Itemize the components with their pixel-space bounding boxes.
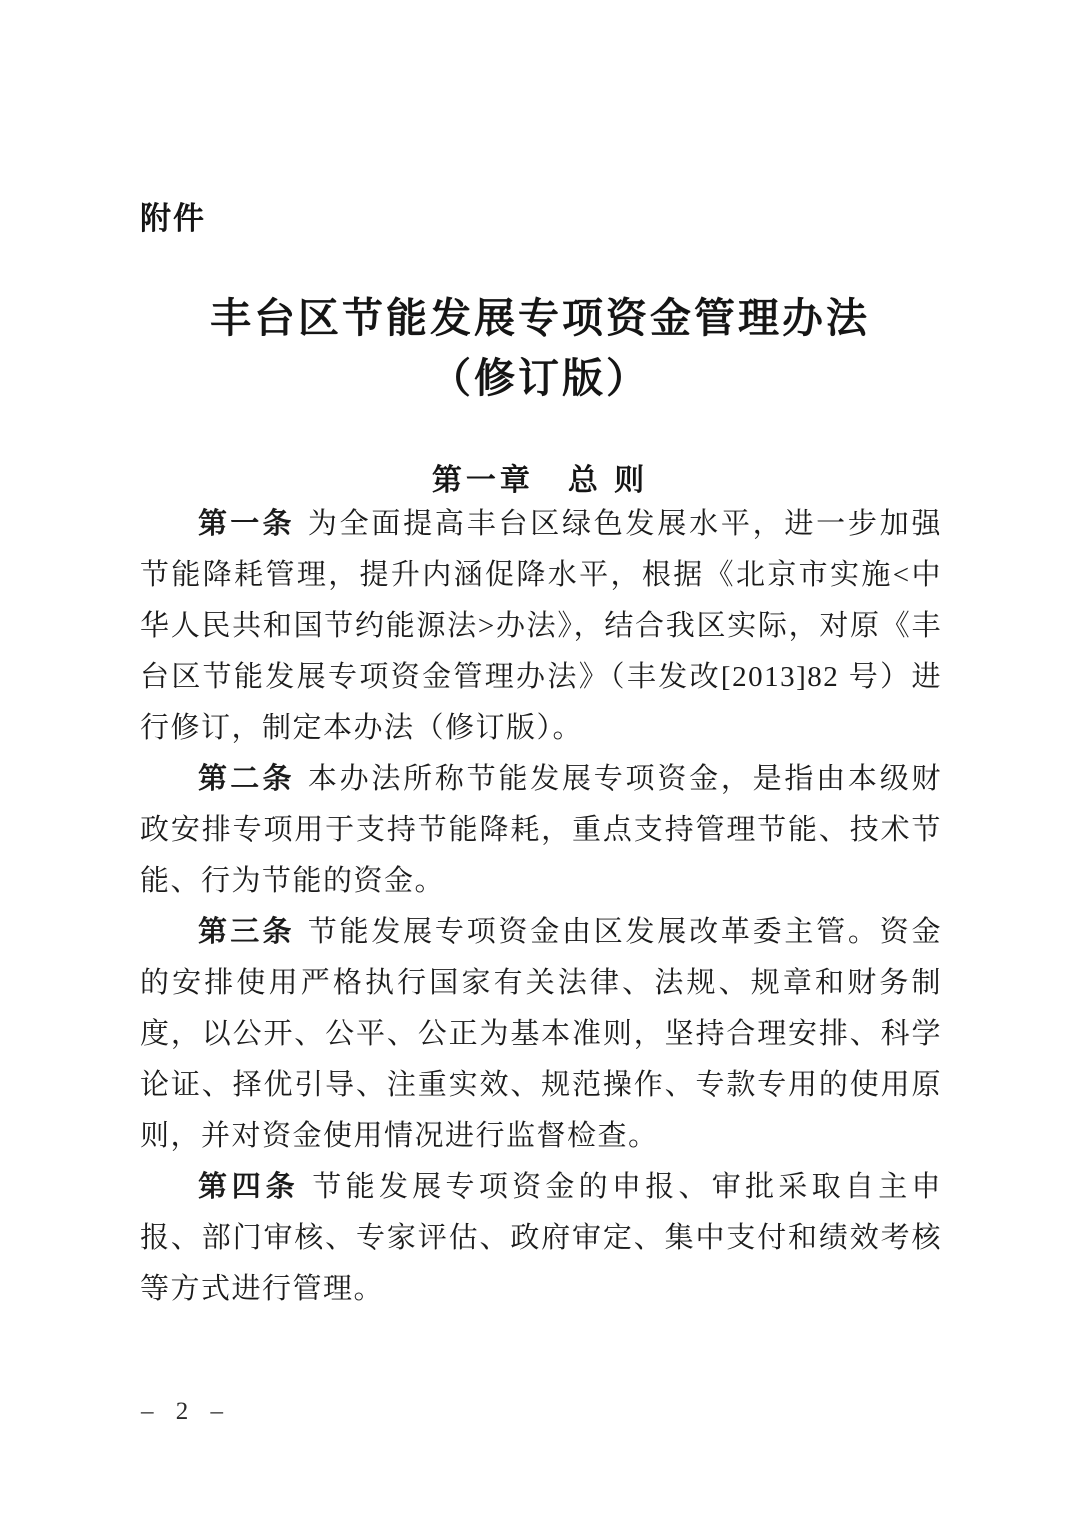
article-1-text: 为全面提高丰台区绿色发展水平，进一步加强节能降耗管理，提升内涵促降水平，根据《北京市实施<中华人民共和国节约能源法>办法》，结合我区实际，对原《丰台区节能发展专项资金管理办法》（丰发改[2013]82 号）进行修订，制定本办法（修订版）。 (140, 508, 942, 744)
document-title (0, 288, 1080, 408)
article-2-text: 本办法所称节能发展专项资金，是指由本级财政安排专项用于支持节能降耗，重点支持管理节能、技术节能、行为节能的资金。 (140, 763, 942, 897)
document-body (140, 499, 942, 1315)
article-3-text: 节能发展专项资金由区发展改革委主管。资金的安排使用严格执行国家有关法律、法规、规章和财务制度，以公开、公平、公正为基本准则，坚持合理安排、科学论证、择优引导、注重实效、规范操作、专款专用的使用原则，并对资金使用情况进行监督检查。 (140, 916, 942, 1152)
article-4-text: 节能发展专项资金的申报、审批采取自主申报、部门审核、专家评估、政府审定、集中支付和绩效考核等方式进行管理。 (140, 1171, 942, 1305)
article-3 (140, 907, 942, 1162)
article-3-lead: 第三条 (198, 916, 295, 948)
chapter-heading: 第一章 总 则 (431, 464, 649, 497)
page-number: – 2 – (141, 1398, 231, 1425)
article-4-lead: 第四条 (198, 1171, 300, 1203)
title-line-1: 丰台区节能发展专项资金管理办法 (210, 295, 870, 341)
title-line-2: （修订版） (430, 355, 650, 401)
article-1 (140, 499, 942, 754)
attachment-label: 附件 (140, 201, 206, 236)
article-2-lead: 第二条 (198, 763, 295, 795)
article-2 (140, 754, 942, 907)
article-4 (140, 1162, 942, 1315)
article-1-lead: 第一条 (198, 508, 295, 540)
